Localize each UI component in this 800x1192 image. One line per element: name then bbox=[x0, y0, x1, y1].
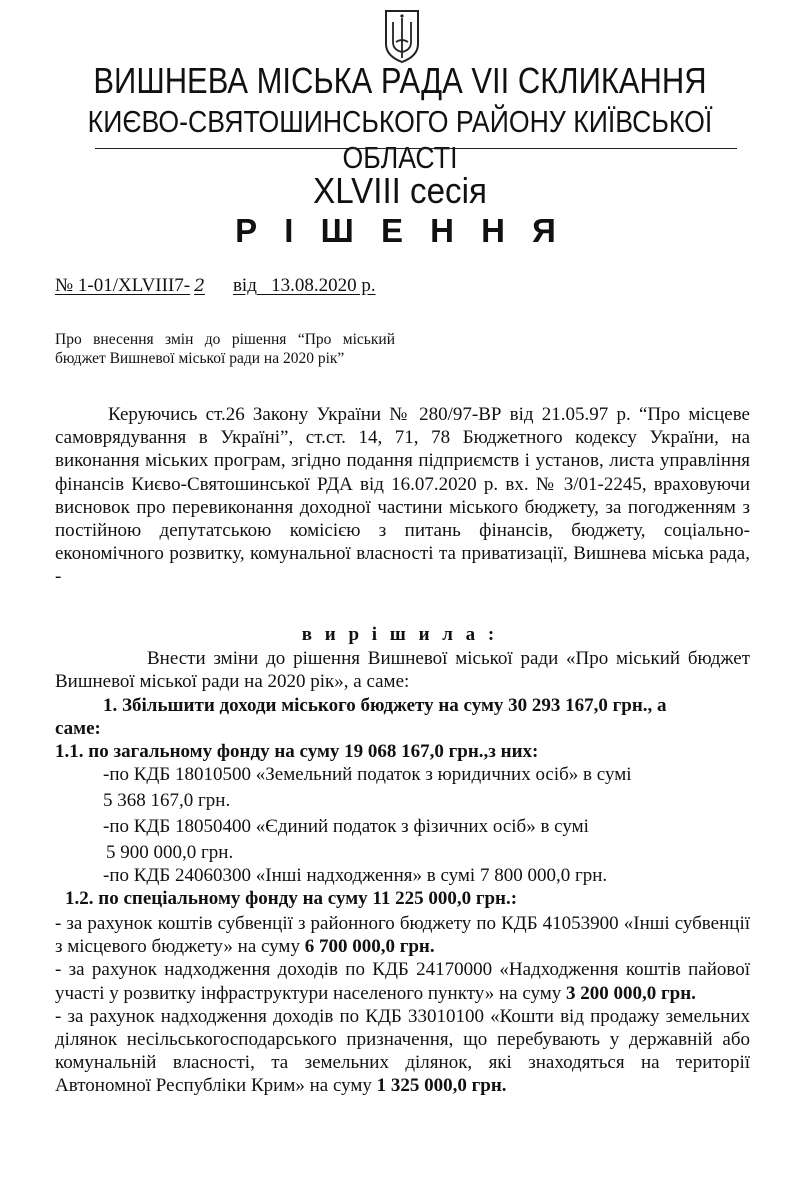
amount: 3 200 000,0 грн. bbox=[566, 982, 696, 1004]
amount: 1 325 000,0 bbox=[376, 1075, 467, 1097]
document-number: № 1-01/XLVIII7- bbox=[55, 275, 191, 296]
intro-text: Внести зміни до рішення Вишневої міської ради «Про міський бюджет Вишневої міської ради на 2020 рік», а саме: bbox=[55, 648, 750, 693]
currency: грн. bbox=[471, 1075, 507, 1097]
trident-coat-of-arms-icon bbox=[383, 8, 421, 64]
session-title: XLVIII сесія bbox=[313, 170, 487, 211]
list-item: -по КДБ 18010500 «Земельний податок з юридичних осіб» в сумі bbox=[103, 764, 632, 785]
preamble-paragraph bbox=[55, 403, 750, 589]
handwritten-number: 2 bbox=[194, 276, 205, 296]
item-1-2-heading: 1.2. по спеціальному фонду на суму 11 225 000,0 грн.: bbox=[65, 888, 518, 909]
document-number-line bbox=[55, 275, 376, 297]
preamble-text: Керуючись ст.26 Закону України № 280/97-ВР від 21.05.97 р. “Про місцеве самоврядування в Україні”, ст.ст. 14, 71, 78 Бюджетного кодексу України, на виконання міських програм, згідно подання підприємств і установ, листа управління фінансів Києво-Святошинської РДА від 16.07.2020 р. вх. № 3/01-2245, враховуючи висновок про перевиконання доходної частини міського бюджету, за погодженням з постійною депутатською комісією з питань фінансів, бюджету, соціально-економічного розвитку, комунальної власності та приватизації, Вишнева міська рада, - bbox=[55, 404, 750, 588]
header-divider bbox=[95, 148, 737, 149]
document-date: 13.08.2020 р. bbox=[271, 275, 376, 296]
list-item: 5 900 000,0 грн. bbox=[106, 842, 234, 863]
item-1-heading: 1. Збільшити доходи міського бюджету на суму 30 293 167,0 грн., а bbox=[103, 695, 667, 716]
intro-paragraph bbox=[55, 647, 750, 693]
item-1-1-heading: 1.1. по загальному фонду на суму 19 068 167,0 грн.,з них: bbox=[55, 741, 539, 762]
document-subject: Про внесення змін до рішення “Про міський бюджет Вишневої міської ради на 2020 рік” bbox=[55, 331, 395, 367]
list-item: 5 368 167,0 грн. bbox=[103, 790, 231, 811]
amount: 6 700 000,0 грн. bbox=[304, 936, 435, 958]
special-fund-entry-1: - за рахунок коштів субвенції з районного бюджету по КДБ 41053900 «Інші субвенції з місцевого бюджету» на суму 6 700 000,0 грн. bbox=[55, 913, 750, 958]
decided-heading: в и р і ш и л а : bbox=[301, 624, 499, 645]
list-item: -по КДБ 24060300 «Інші надходження» в сумі 7 800 000,0 грн. bbox=[103, 865, 608, 886]
district-title: КИЄВО-СВЯТОШИНСЬКОГО РАЙОНУ КИЇВСЬКОЇ ОБЛАСТІ bbox=[87, 104, 713, 175]
special-fund-entry-3: - за рахунок надходження доходів по КДБ 33010100 «Кошти від продажу земельних ділянок несільськогосподарського призначення, що перебувають у державній або комунальній власності, та земельних ділянок, які знаходяться на території Автономної Республіки Крим» на суму 1 325 000,0 грн. bbox=[55, 1005, 750, 1097]
council-title: ВИШНЕВА МІСЬКА РАДА VII СКЛИКАННЯ bbox=[93, 60, 707, 101]
item-1-heading-cont: саме: bbox=[55, 718, 101, 739]
date-label: від bbox=[232, 275, 257, 296]
list-item: -по КДБ 18050400 «Єдиний податок з фізичних осіб» в сумі bbox=[103, 816, 589, 837]
special-fund-entry-2: - за рахунок надходження доходів по КДБ 24170000 «Надходження коштів пайової участі у розвитку інфраструктури населеного пункту» на суму 3 200 000,0 грн. bbox=[55, 959, 750, 1004]
document-type: Р І Ш Е Н Н Я bbox=[235, 212, 565, 249]
item-1-2-body bbox=[55, 912, 750, 1098]
